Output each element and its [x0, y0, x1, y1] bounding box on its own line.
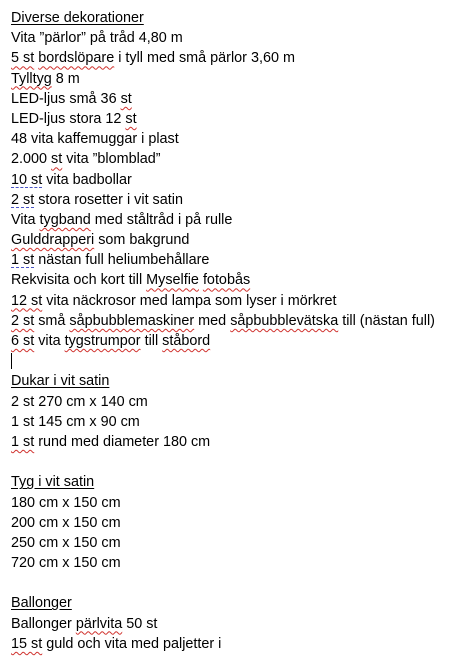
empty-line [11, 573, 465, 593]
grammar-flagged-word: 1 st [11, 252, 35, 269]
spelling-flagged-word: 12 st [11, 292, 43, 309]
text-line [11, 250, 465, 270]
text-run: 50 st [122, 615, 158, 632]
text-run: med ståltråd i på rulle [90, 211, 233, 228]
text-line [11, 291, 465, 311]
spelling-flagged-word: Tylltyg [11, 70, 52, 87]
text-line [11, 553, 465, 573]
heading-text: Tyg i vit satin [11, 474, 95, 491]
spelling-flagged-word: st [125, 110, 137, 127]
spelling-flagged-word: såpbubblemaskiner [69, 312, 195, 329]
spelling-flagged-word: 1 st [11, 433, 35, 450]
text-line [11, 190, 465, 210]
text-run: små [34, 312, 70, 329]
text-run: nästan full heliumbehållare [34, 252, 210, 269]
spelling-flagged-word: 5 st [11, 50, 35, 67]
text-line [11, 493, 465, 513]
text-line [11, 170, 465, 190]
spelling-flagged-word: bordslöpare [38, 50, 115, 67]
text-caret [11, 353, 12, 369]
section-heading [11, 593, 465, 613]
text-line [11, 432, 465, 452]
text-run: 2 st 270 cm x 140 cm [11, 393, 148, 410]
text-run: Rekvisita och kort till [11, 272, 147, 289]
grammar-flagged-word: 2 st [11, 191, 35, 208]
grammar-flagged-word: 10 st [11, 171, 43, 188]
text-line [11, 614, 465, 634]
heading-text: Ballonger [11, 595, 72, 612]
text-run: 1 st 145 cm x 90 cm [11, 413, 140, 430]
text-run: till [140, 333, 163, 349]
text-line [11, 109, 465, 129]
spelling-flagged-word: såpbubblevätska [230, 312, 339, 329]
text-run: i tyll med små pärlor 3,60 m [114, 50, 295, 67]
text-run: rund med diameter 180 cm [34, 433, 211, 450]
text-run: 2.000 [11, 151, 52, 168]
text-line [11, 634, 465, 654]
text-line [11, 533, 465, 553]
text-run: vita [34, 333, 65, 349]
text-run: LED-ljus stora 12 [11, 110, 126, 127]
section-heading [11, 371, 465, 391]
spelling-flagged-word: st [51, 151, 63, 168]
spelling-flagged-word: tygband [39, 211, 91, 228]
spelling-flagged-word: ståbord [162, 333, 211, 349]
text-line [11, 412, 465, 432]
heading-text: Diverse dekorationer [11, 10, 144, 26]
text-line [11, 331, 465, 351]
spelling-flagged-word: pärlvita [75, 615, 123, 632]
text-run: stora rosetter i vit satin [34, 191, 183, 208]
section-heading [11, 8, 465, 28]
spelling-flagged-word: Myselfie [146, 272, 199, 289]
empty-line [11, 351, 465, 371]
spelling-flagged-word: 15 st [11, 635, 43, 652]
empty-line [11, 452, 465, 472]
spelling-flagged-word: fotobås [202, 272, 251, 289]
text-line [11, 129, 465, 149]
text-line [11, 28, 465, 48]
text-line [11, 230, 465, 250]
text-run: 48 vita kaffemuggar i plast [11, 131, 179, 148]
text-run: som bakgrund [94, 232, 190, 249]
text-run: Vita [11, 211, 40, 228]
document-body[interactable] [11, 8, 465, 654]
text-line [11, 513, 465, 533]
section-heading [11, 472, 465, 492]
text-run: vita ”blomblad” [62, 151, 161, 168]
spelling-flagged-word: Gulddrapperi [11, 232, 95, 249]
text-line [11, 311, 465, 331]
text-line [11, 69, 465, 89]
spelling-flagged-word: 2 st [11, 312, 35, 329]
text-run: 8 m [51, 70, 80, 87]
text-run: Vita ”pärlor” på tråd 4,80 m [11, 30, 183, 47]
text-line [11, 270, 465, 290]
text-run: guld och vita med paljetter i [42, 635, 222, 652]
text-line [11, 210, 465, 230]
text-run: Ballonger [11, 615, 76, 632]
text-line [11, 89, 465, 109]
text-run: 180 cm x 150 cm [11, 494, 121, 511]
text-run: med [194, 312, 231, 329]
text-run: LED-ljus små 36 [11, 90, 121, 107]
heading-text: Dukar i vit satin [11, 373, 110, 390]
text-run: vita näckrosor med lampa som lyser i mörkret [42, 292, 337, 309]
text-line [11, 48, 465, 68]
spelling-flagged-word: st [120, 90, 132, 107]
text-run: 720 cm x 150 cm [11, 555, 121, 572]
spelling-flagged-word: tygstrumpor [64, 333, 141, 349]
text-line [11, 392, 465, 412]
spelling-flagged-word: 6 st [11, 333, 35, 349]
text-run: 200 cm x 150 cm [11, 514, 121, 531]
text-run: 250 cm x 150 cm [11, 534, 121, 551]
text-line [11, 149, 465, 169]
text-run: till (nästan full) [338, 312, 435, 329]
text-run: vita badbollar [42, 171, 132, 188]
